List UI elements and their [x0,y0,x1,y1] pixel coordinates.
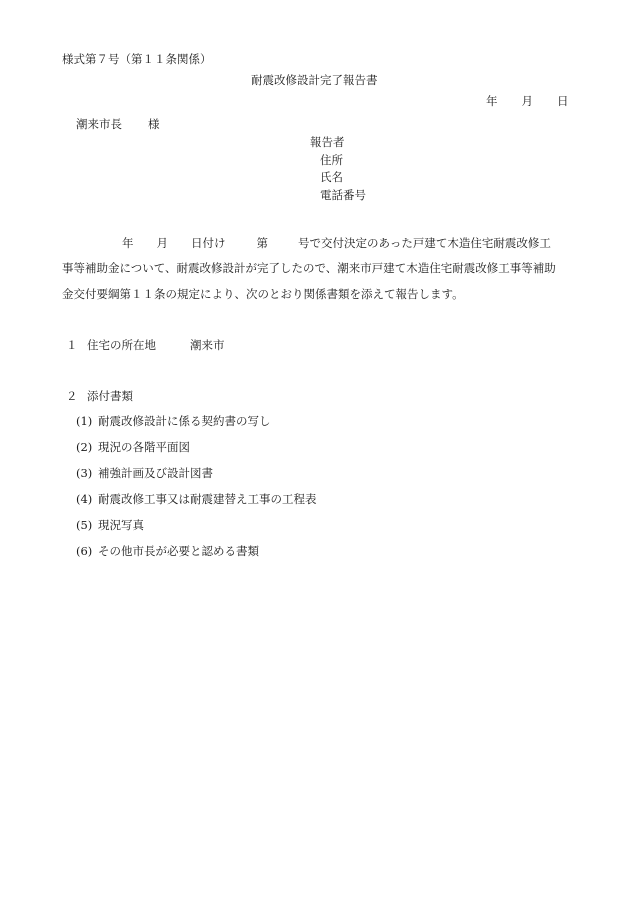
reporter-label: 報告者 [310,135,345,149]
attachment-item [76,442,190,454]
section-attachments [66,391,133,403]
attachment-text: 耐震改修工事又は耐震建替え工事の工程表 [98,492,317,506]
body-rest: 号で交付決定のあった戸建て木造住宅耐震改修工 [298,236,551,250]
attachment-item [76,468,213,480]
body-line-1 [122,238,551,250]
body-year: 年 [122,236,134,250]
section-number: １ [66,338,78,352]
attachment-text: 耐震改修設計に係る契約書の写し [98,414,271,428]
attachment-text: 現況の各階平面図 [98,440,190,454]
reporter-phone-label: 電話番号 [320,188,366,202]
body-month: 月 [156,236,168,250]
attachment-index: (1) [76,414,93,428]
section-title: 添付書類 [87,389,133,403]
attachment-item [76,520,144,532]
body-line-2: 事等補助金について、耐震改修設計が完了したので、潮来市戸建て木造住宅耐震改修工事等補助 [62,261,556,275]
addressee [76,119,160,131]
reporter-address-label: 住所 [320,153,343,167]
body-dai: 第 [256,236,268,250]
section-address [66,340,225,352]
attachment-index: (2) [76,440,93,454]
addressee-name: 潮来市長 [76,117,122,131]
addressee-honorific: 様 [148,117,160,131]
attachment-index: (6) [76,544,93,558]
attachment-text: 補強計画及び設計図書 [98,466,213,480]
body-dated: 日付け [191,236,226,250]
attachment-index: (5) [76,518,93,532]
section-value: 潮来市 [190,338,225,352]
date-year: 年 [486,94,498,108]
attachment-index: (3) [76,466,93,480]
document-title: 耐震改修設計完了報告書 [251,73,378,87]
date-line [486,96,569,108]
date-month: 月 [521,94,533,108]
section-number: ２ [66,389,78,403]
date-day: 日 [557,94,569,108]
section-title: 住宅の所在地 [87,338,156,352]
attachment-index: (4) [76,492,93,506]
form-label: 様式第７号（第１１条関係） [62,52,212,66]
attachment-text: 現況写真 [98,518,144,532]
attachment-item [76,416,271,428]
attachment-text: その他市長が必要と認める書類 [98,544,259,558]
attachment-item [76,494,317,506]
reporter-name-label: 氏名 [320,170,343,184]
attachment-item [76,546,259,558]
body-line-3: 金交付要綱第１１条の規定により、次のとおり関係書類を添えて報告します。 [62,287,464,301]
